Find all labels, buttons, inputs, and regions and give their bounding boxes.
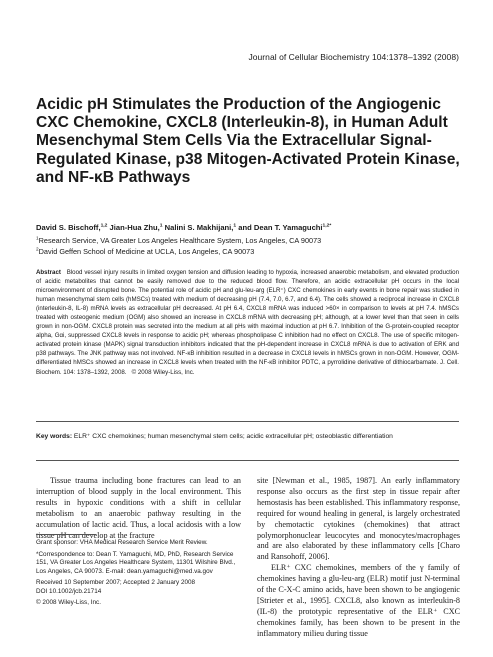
body-paragraph: site [Newman et al., 1985, 1987]. An early inflammatory response also occurs as the first step in tissue repair after hemostasis has been established. This inflammatory response, required for wound healing in general, is largely orchestrated by chemotactic cytokines (chemokines) that attract polymorphonuclear leucocytes and monocytes/macrophages and are also elaborated by these inflammatory cells [Charo and Ransohoff, 2006].: [257, 476, 460, 562]
keywords-text: ELR⁺ CXC chemokines; human mesenchymal stem cells; acidic extracellular pH; osteoblastic differentiation: [73, 433, 393, 440]
author-name: Nalini S. Makhijani,: [162, 223, 234, 232]
footnote-copyright: © 2008 Wiley-Liss, Inc.: [36, 599, 101, 606]
keywords-bottom-rule: [36, 460, 459, 461]
author-list: [36, 223, 331, 232]
journal-header: Journal of Cellular Biochemistry 104:1378–1392 (2008): [248, 52, 459, 62]
affiliation-mark: 1: [36, 236, 39, 242]
abstract-copyright: © 2008 Wiley-Liss, Inc.: [131, 368, 195, 376]
author-name: David S. Bischoff,: [36, 223, 101, 232]
author-affiliation-mark: 1,2: [100, 223, 108, 229]
affiliation-text: Research Service, VA Greater Los Angeles Healthcare System, Los Angeles, CA 90073: [38, 236, 322, 245]
affiliation-text: David Geffen School of Medicine at UCLA, Los Angeles, CA 90073: [38, 247, 255, 256]
received-date: Received 10 September 2007; Accepted 2 January 2008: [36, 579, 196, 586]
footnote-rule: [36, 534, 96, 535]
keywords: [36, 432, 459, 442]
body-text-right-column: [257, 476, 460, 640]
doi: DOI 10.1002/jcb.21714: [36, 587, 102, 595]
abstract: [36, 268, 459, 377]
grant-footnote: Grant sponsor: VHA Medical Research Service Merit Review.: [36, 539, 208, 546]
body-text-left-column: Tissue trauma including bone fractures can lead to an interruption of blood supply in the local environment. This results in hypoxic conditions with a shift in cellular metabolism to an anaerobic pathway resulting in the accumulation of lactic acid. Thus, a local acidosis with a low tissue pH can develop at the fracture: [36, 476, 241, 540]
affiliation: [36, 247, 254, 256]
keywords-label: Key words:: [36, 433, 73, 440]
author-affiliation-mark: 1,2*: [322, 223, 332, 229]
correspondence-footnote: *Correspondence to: Dean T. Yamaguchi, MD, PhD, Research Service 151, VA Greater Los Angeles Healthcare System, 11301 Wilshire Blvd., Los Angeles, CA 90073. E-mail: dean.yamaguchi@med.va.gov: [36, 550, 236, 575]
body-paragraph: ELR⁺ CXC chemokines, members of the γ family of chemokines having a glu-leu-arg (ELR) motif just N-terminal of the C-X-C amino acids, have been shown to be angiogenic [Strieter et al., 1995]. CXCL8, also known as interleukin-8 (IL-8) the prototypic representative of the ELR⁺ CXC chemokines family, has been shown to be present in the inflammatory milieu during tissue: [257, 563, 460, 638]
author-affiliation-mark: 1: [159, 223, 163, 229]
author-name: Jian-Hua Zhu,: [107, 223, 160, 232]
abstract-text: Blood vessel injury results in limited oxygen tension and diffusion leading to hypoxia, increased anaerobic metabolism, and elevated production of acidic metabolites that cannot be easily removed due to the reduced blood flow. Therefore, an acidic extracellular pH occurs in the local microenvironment of disrupted bone. The potential role of acidic pH and glu-leu-arg (ELR⁺) CXC chemokines in early events in bone repair was studied in human mesenchymal stem cells (hMSCs) treated with medium of decreasing pH (7.4, 7.0, 6.7, and 6.4). The cells showed a reciprocal increase in CXCL8 (interleukin-8, IL-8) mRNA levels as extracellular pH decreased. At pH 6.4, CXCL8 mRNA was induced >60× in comparison to levels at pH 7.4. hMSCs treated with osteogenic medium (OGM) also showed an increase in CXCL8 mRNA with decreasing pH; although, at a lower level than that seen in cells grown in non-OGM. CXCL8 protein was secreted into the medium at all pHs with maximal induction at pH 6.7. Inhibition of the G-protein-coupled receptor alpha, Gαi, suppressed CXCL8 levels in response to acidic pH; whereas phospholipase C inhibition had no effect on CXCL8. The use of specific mitogen-activated protein kinase (MAPK) signal transduction inhibitors indicated that the pH-dependent increase in CXCL8 mRNA is due to activation of ERK and p38 pathways. The JNK pathway was not involved. NF-κB inhibition resulted in a decrease in CXCL8 levels in hMSCs grown in non-OGM. However, OGM-differentiated hMSCs showed an increase in CXCL8 levels when treated with the NF-κB inhibitor PDTC, a pyrrolidine derivative of dithiocarbamate. J. Cell. Biochem. 104: 1378–1392, 2008.: [36, 269, 459, 376]
affiliation-mark: 2: [36, 247, 39, 253]
author-affiliation-mark: 1: [233, 223, 237, 229]
article-title: Acidic pH Stimulates the Production of the Angiogenic CXC Chemokine, CXCL8 (Interleukin-8), in Human Adult Mesenchymal Stem Cells Via the Extracellular Signal-Regulated Kinase, p38 Mitogen-Activated Protein Kinase, and NF-κB Pathways: [36, 96, 460, 186]
author-name: and Dean T. Yamaguchi: [236, 223, 323, 232]
abstract-label: Abstract: [36, 269, 61, 276]
keywords-top-rule: [36, 421, 459, 422]
footnotes: [36, 539, 241, 608]
affiliation: [36, 236, 321, 245]
